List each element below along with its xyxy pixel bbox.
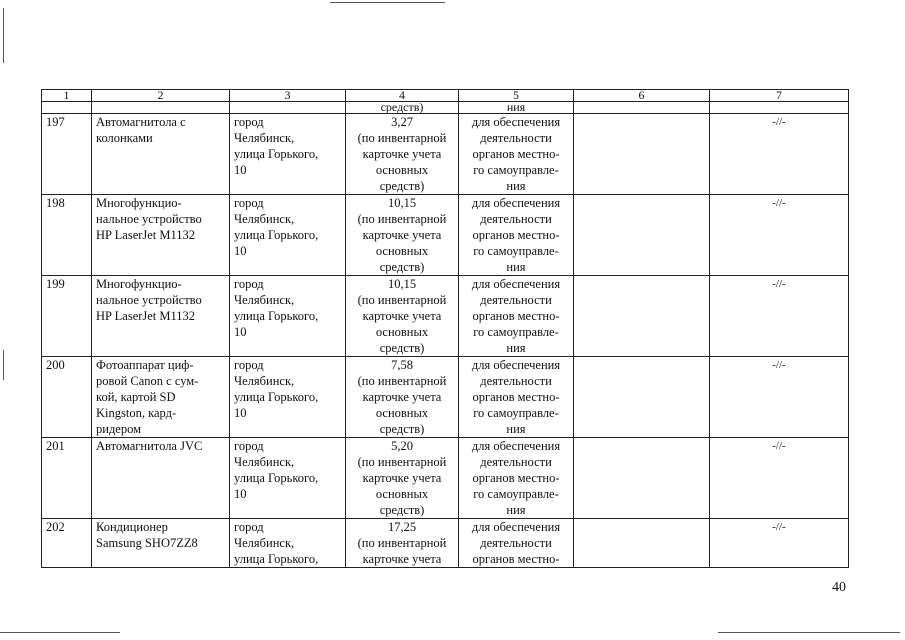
item-name-cell [92,519,230,568]
purpose-line: ния [506,422,526,436]
empty-cell [574,438,710,519]
balance-value-line: 5,20 [391,439,413,453]
address-line: город [234,439,264,453]
address-line: город [234,277,264,291]
address-line: Челябинск, [234,293,295,307]
address-line: Челябинск, [234,455,295,469]
purpose-line: го самоуправле- [473,244,559,258]
item-name-line: Kingston, кард- [96,406,177,420]
purpose-cell [459,357,574,438]
balance-value-line: средств) [379,341,425,355]
purpose-line: деятельности [480,536,552,550]
balance-value-line: (по инвентарной [357,293,447,307]
scan-edge-left-top [3,8,4,63]
address-line: улица Горького, [234,228,319,242]
empty-cell [574,519,710,568]
balance-value-line: (по инвентарной [357,455,447,469]
balance-value-cell [346,114,459,195]
address-line: город [234,520,264,534]
row-number-cell: 197 [42,114,92,195]
balance-value-line: основных [375,487,429,501]
item-name-line: Многофункцио- [96,277,182,291]
address-line: улица Горького, [234,309,319,323]
ditto-mark-cell: -//- [710,519,849,568]
item-name-line: HP LaserJet M1132 [96,309,196,323]
table-row [42,519,849,568]
purpose-line: для обеспечения [471,520,561,534]
row-number-cell: 199 [42,276,92,357]
column-number: 4 [346,90,459,102]
item-name-line: нальное устройство [96,293,202,307]
purpose-line: органов местно- [472,147,560,161]
balance-value-line: основных [375,244,429,258]
purpose-cell [459,438,574,519]
balance-value-line: 10,15 [387,196,417,210]
purpose-line: органов местно- [472,471,560,485]
item-name-line: ридером [96,422,142,436]
table-row [42,276,849,357]
item-name-line: Автомагнитола с [96,115,186,129]
purpose-line: ния [506,260,526,274]
empty-cell [574,114,710,195]
purpose-line: го самоуправле- [473,325,559,339]
purpose-line: органов местно- [472,228,560,242]
balance-value-cell [346,519,459,568]
row-number-cell: 202 [42,519,92,568]
address-cell [230,357,346,438]
table-row [42,114,849,195]
purpose-cell [459,195,574,276]
scan-edge-left-bottom [3,350,4,380]
purpose-line: для обеспечения [471,115,561,129]
balance-value-line: средств) [379,503,425,517]
purpose-line: для обеспечения [471,358,561,372]
continuation-purpose-cell: ния [459,102,574,114]
address-line: улица Горького, [234,471,319,485]
address-line: 10 [234,487,247,501]
balance-value-line: карточке учета [362,390,442,404]
purpose-cell [459,114,574,195]
scan-edge-top [330,2,445,3]
balance-value-line: карточке учета [362,228,442,242]
purpose-line: го самоуправле- [473,487,559,501]
item-name-cell [92,114,230,195]
item-name-cell [92,357,230,438]
address-line: 10 [234,244,247,258]
item-name-line: Многофункцио- [96,196,182,210]
balance-value-cell [346,438,459,519]
item-name-cell [92,438,230,519]
purpose-line: деятельности [480,212,552,226]
table-row [42,195,849,276]
continuation-value-cell: средств) [346,102,459,114]
ditto-mark-cell: -//- [710,357,849,438]
empty-cell [574,357,710,438]
item-name-line: Samsung SHO7ZZ8 [96,536,198,550]
balance-value-line: (по инвентарной [357,212,447,226]
column-number: 1 [42,90,92,102]
table-row [42,438,849,519]
item-name-line: ровой Canon с сум- [96,374,199,388]
ditto-mark-cell: -//- [710,276,849,357]
item-name-cell [92,276,230,357]
address-line: Челябинск, [234,374,295,388]
row-number-cell: 198 [42,195,92,276]
address-cell [230,438,346,519]
purpose-line: органов местно- [472,552,560,566]
balance-value-line: средств) [379,260,425,274]
purpose-line: деятельности [480,455,552,469]
balance-value-line: карточке учета [362,309,442,323]
balance-value-line: средств) [379,422,425,436]
scan-edge-bottom-right [718,632,900,633]
purpose-line: деятельности [480,131,552,145]
balance-value-line: 3,27 [391,115,413,129]
balance-value-line: 7,58 [391,358,413,372]
address-line: 10 [234,163,247,177]
address-cell [230,276,346,357]
address-cell [230,195,346,276]
purpose-line: го самоуправле- [473,163,559,177]
address-line: улица Горького, [234,390,319,404]
row-number-cell: 200 [42,357,92,438]
item-name-line: Кондиционер [96,520,168,534]
balance-value-line: средств) [379,179,425,193]
purpose-line: органов местно- [472,390,560,404]
balance-value-line: карточке учета [362,147,442,161]
purpose-cell [459,519,574,568]
address-line: город [234,115,264,129]
purpose-line: для обеспечения [471,277,561,291]
purpose-line: для обеспечения [471,196,561,210]
column-number: 5 [459,90,574,102]
row-number-cell: 201 [42,438,92,519]
address-line: Челябинск, [234,536,295,550]
column-number: 3 [230,90,346,102]
balance-value-cell [346,195,459,276]
balance-value-line: (по инвентарной [357,374,447,388]
item-name-line: Автомагнитола JVC [96,439,203,453]
balance-value-cell [346,276,459,357]
column-number: 6 [574,90,710,102]
purpose-line: ния [506,503,526,517]
address-line: город [234,358,264,372]
purpose-line: го самоуправле- [473,406,559,420]
balance-value-cell [346,357,459,438]
purpose-line: ния [506,341,526,355]
purpose-line: деятельности [480,293,552,307]
column-number: 2 [92,90,230,102]
address-line: 10 [234,406,247,420]
property-registry-table [41,89,849,568]
address-cell [230,519,346,568]
address-line: улица Горького, [234,552,319,566]
item-name-line: колонками [96,131,153,145]
balance-value-line: основных [375,163,429,177]
address-cell [230,114,346,195]
balance-value-line: (по инвентарной [357,131,447,145]
ditto-mark-cell: -//- [710,195,849,276]
purpose-line: ния [506,179,526,193]
address-line: город [234,196,264,210]
column-number: 7 [710,90,849,102]
purpose-line: деятельности [480,374,552,388]
item-name-line: нальное устройство [96,212,202,226]
balance-value-line: (по инвентарной [357,536,447,550]
balance-value-line: карточке учета [362,552,442,566]
purpose-line: органов местно- [472,309,560,323]
empty-cell [574,195,710,276]
empty-cell [574,276,710,357]
ditto-mark-cell: -//- [710,114,849,195]
balance-value-line: 17,25 [387,520,417,534]
balance-value-line: основных [375,325,429,339]
address-line: улица Горького, [234,147,319,161]
address-line: 10 [234,325,247,339]
item-name-line: Фотоаппарат циф- [96,358,194,372]
balance-value-line: 10,15 [387,277,417,291]
purpose-cell [459,276,574,357]
continuation-row [42,102,849,114]
table-row [42,357,849,438]
page-number: 40 [832,580,846,595]
item-name-cell [92,195,230,276]
column-number-row [42,90,849,102]
item-name-line: кой, картой SD [96,390,176,404]
ditto-mark-cell: -//- [710,438,849,519]
item-name-line: HP LaserJet M1132 [96,228,196,242]
balance-value-line: карточке учета [362,471,442,485]
address-line: Челябинск, [234,212,295,226]
balance-value-line: основных [375,406,429,420]
scan-edge-bottom-left [0,632,120,633]
address-line: Челябинск, [234,131,295,145]
purpose-line: для обеспечения [471,439,561,453]
